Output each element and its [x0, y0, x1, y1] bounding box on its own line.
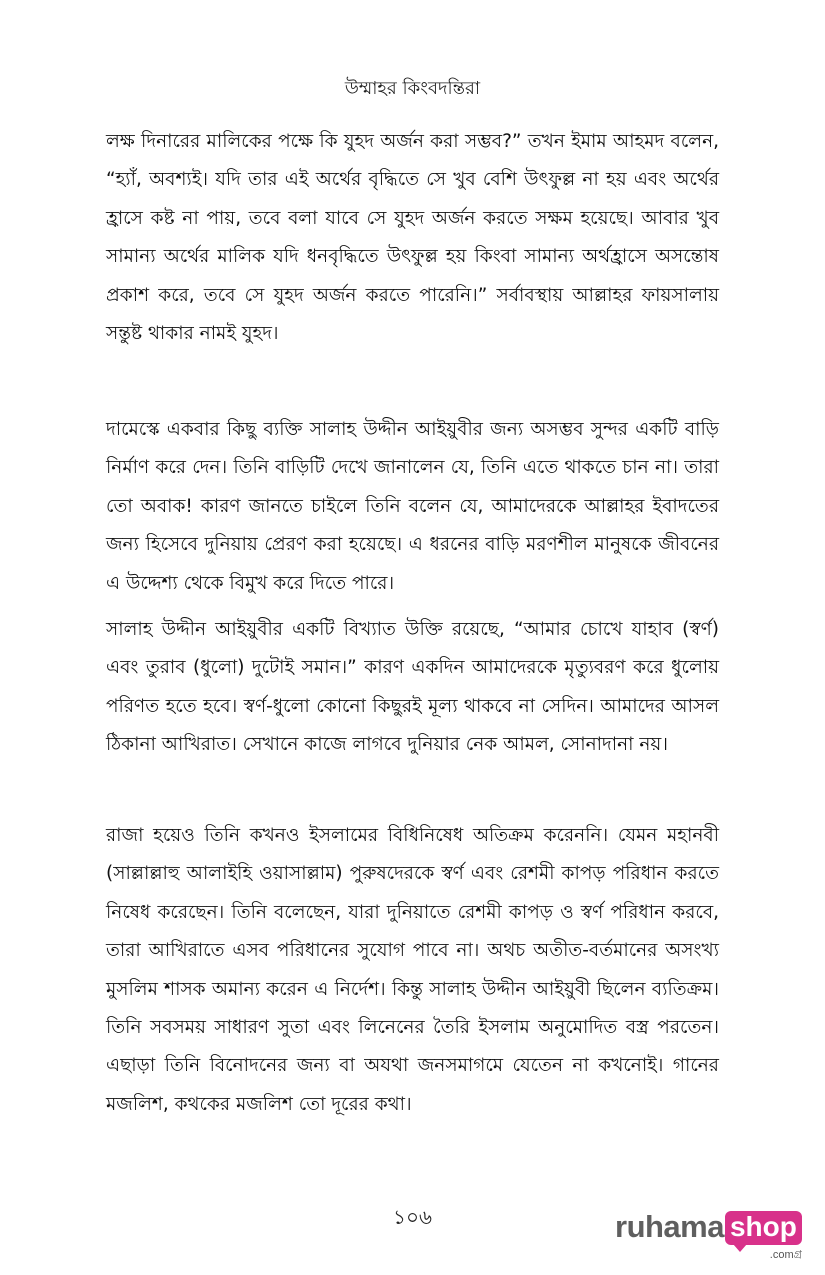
paragraph: সালাহ উদ্দীন আইয়ুবীর একটি বিখ্যাত উক্তি রয়েছে, “আমার চোখে যাহাব (স্বর্ণ) এবং তুরাব (ধুলো) দুটোই সমান।” কারণ একদিন আমাদেরকে মৃত্যুবরণ করে ধুলোয় পরিণত হতে হবে। স্বর্ণ-ধুলো কোনো কিছুরই মূল্য থাকবে না সেদিন। আমাদের আসল ঠিকানা আখিরাত। সেখানে কাজে লাগবে দুনিয়ার নেক আমল, সোনাদানা নয়। — [106, 619, 719, 756]
text-section-zuhd — [106, 123, 719, 353]
running-title: উম্মাহর কিংবদন্তিরা — [344, 78, 481, 99]
logo-text-shop: shop — [729, 1211, 797, 1242]
page-number: ১০৬ — [393, 1205, 432, 1229]
ruhamashop-logo — [615, 1208, 802, 1261]
paragraph: রাজা হয়েও তিনি কখনও ইসলামের বিধিনিষেধ অতিক্রম করেননি। যেমন মহানবী (সাল্লাল্লাহু আলাইহি ওয়াসাল্লাম) পুরুষদেরকে স্বর্ণ এবং রেশমী কাপড় পরিধান করতে নিষেধ করেছেন। তিনি বলেছেন, যারা দুনিয়াতে রেশমী কাপড় ও স্বর্ণ পরিধান করবে, তারা আখিরাতে এসব পরিধানের সুযোগ পাবে না। অথচ অতীত-বর্তমানের অসংখ্য মুসলিম শাসক অমান্য করেন এ নির্দেশ। কিন্তু সালাহ উদ্দীন আইয়ুবী ছিলেন ব্যতিক্রম। তিনি সবসময় সাধারণ সুতা এবং লিনেনের তৈরি ইসলাম অনুমোদিত বস্ত্র পরতেন। এছাড়া তিনি বিনোদনের জন্য বা অযথা জনসমাগমে যেতেন না কখনোই। গানের মজলিশ, কথকের মজলিশ তো দূরের কথা। — [106, 825, 719, 1115]
logo-domain: .comগ্র — [769, 1249, 802, 1261]
text-section-damascus-house — [106, 411, 719, 765]
paragraph: লক্ষ দিনারের মালিকের পক্ষে কি যুহদ অর্জন করা সম্ভব?” তখন ইমাম আহমদ বলেন, “হ্যাঁ, অবশ্যই। যদি তার এই অর্থের বৃদ্ধিতে সে খুব বেশি উৎফুল্ল না হয় এবং অর্থের হ্রাসে কষ্ট না পায়, তবে বলা যাবে সে যুহদ অর্জন করতে সক্ষম হয়েছে। আবার খুব সামান্য অর্থের মালিক যদি ধনবৃদ্ধিতে উৎফুল্ল হয় কিংবা সামান্য অর্থহ্রাসে অসন্তোষ প্রকাশ করে, তবে সে যুহদ অর্জন করতে পারেনি।” সর্বাবস্থায় আল্লাহর ফায়সালায় সন্তুষ্ট থাকার নামই যুহদ। — [106, 131, 720, 345]
logo-shop-bubble — [725, 1211, 802, 1245]
text-section-silk-gold — [106, 817, 719, 1124]
paragraph: দামেস্কে একবার কিছু ব্যক্তি সালাহ উদ্দীন আইয়ুবীর জন্য অসম্ভব সুন্দর একটি বাড়ি নির্মাণ করে দেন। তিনি বাড়িটি দেখে জানালেন যে, তিনি এতে থাকতে চান না। তারা তো অবাক! কারণ জানতে চাইলে তিনি বলেন যে, আমাদেরকে আল্লাহর ইবাদতের জন্য হিসেবে দুনিয়ায় প্রেরণ করা হয়েছে। এ ধরনের বাড়ি মরণশীল মানুষকে জীবনের এ উদ্দেশ্য থেকে বিমুখ করে দিতে পারে। — [106, 419, 719, 594]
logo-text-ruhama: ruhama — [615, 1209, 724, 1244]
